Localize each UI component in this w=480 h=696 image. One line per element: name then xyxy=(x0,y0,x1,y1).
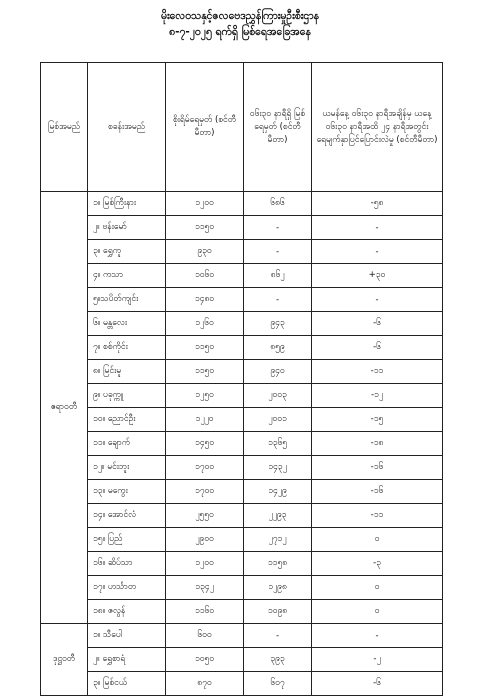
station-cell: ၁၃။ မကွေး xyxy=(88,480,166,504)
station-cell: ၉။ ပခုက္ကူ xyxy=(88,384,166,408)
station-cell: ၁၂။ မင်းဘူး xyxy=(88,456,166,480)
current-level-cell: ၂၀၀၃ xyxy=(244,384,312,408)
danger-level-cell: ၈၇၀ xyxy=(166,672,244,696)
table-row xyxy=(41,648,443,672)
danger-level-cell: ၁၁၅၀ xyxy=(166,360,244,384)
current-level-cell: - xyxy=(244,216,312,240)
danger-level-cell: ၉၃၀ xyxy=(166,240,244,264)
current-level-cell: ၉၄၀ xyxy=(244,360,312,384)
danger-level-cell: ၂၉၀၀ xyxy=(166,528,244,552)
station-cell: ၈။ မြင်းမူ xyxy=(88,360,166,384)
danger-level-cell: ၁၂၂၀ xyxy=(166,408,244,432)
danger-level-cell: ၁၃၄၂ xyxy=(166,576,244,600)
header-24h-change: ယမန်နေ့ ၀၆း၃၀ နာရီအချိန်မှ ယနေ့ ၀၆း၃၀ နာရီအထိ ၂၄ နာရီအတွင်း ရေမျက်နှာပြင်ပြောင်းလဲမှု (စင်တီမီတာ) xyxy=(312,63,443,192)
table-row xyxy=(41,216,443,240)
change-cell: - xyxy=(312,240,443,264)
danger-level-cell: ၆၀၀ xyxy=(166,624,244,648)
change-cell: ၀ xyxy=(312,600,443,624)
danger-level-cell: ၁၁၆၀ xyxy=(166,600,244,624)
header-station: စခန်းအမည် xyxy=(88,63,166,192)
station-cell: ၄။ ကသာ xyxy=(88,264,166,288)
river-name-cell: ဧရာဝတီ xyxy=(41,192,88,624)
station-cell: ၁၁။ ချောက် xyxy=(88,432,166,456)
station-cell: ၁၈။ ဇလွန် xyxy=(88,600,166,624)
station-cell: ၂။ ဗန်းမော် xyxy=(88,216,166,240)
table-row xyxy=(41,552,443,576)
current-level-cell: ၈၅၉ xyxy=(244,336,312,360)
station-cell: ၁၅။ ပြည် xyxy=(88,528,166,552)
table-row xyxy=(41,456,443,480)
current-level-cell: ၆၀၇ xyxy=(244,672,312,696)
current-level-cell: - xyxy=(244,288,312,312)
station-cell: ၆။ မန္တလေး xyxy=(88,312,166,336)
table-row xyxy=(41,312,443,336)
station-cell: ၃။ ရွှေကူ xyxy=(88,240,166,264)
change-cell: - xyxy=(312,216,443,240)
station-cell: ၁။ မြစ်ကြီးနား xyxy=(88,192,166,216)
table-row xyxy=(41,504,443,528)
danger-level-cell: ၁၄၅၀ xyxy=(166,432,244,456)
current-level-cell: ၃၉၃ xyxy=(244,648,312,672)
current-level-cell: ၂၀၀၁ xyxy=(244,408,312,432)
header-river: မြစ်အမည် xyxy=(41,63,88,192)
change-cell: -၁၁ xyxy=(312,504,443,528)
change-cell: -၆ xyxy=(312,336,443,360)
table-row xyxy=(41,624,443,648)
change-cell: -၁၆ xyxy=(312,480,443,504)
current-level-cell: ၁၂၉၈ xyxy=(244,576,312,600)
station-cell: ၇။ စစ်ကိုင်း xyxy=(88,336,166,360)
river-level-table xyxy=(40,62,443,696)
current-level-cell: ၁၃၆၅ xyxy=(244,432,312,456)
current-level-cell: ၉၄၃ xyxy=(244,312,312,336)
current-level-cell: ၂၂၉၃ xyxy=(244,504,312,528)
table-row xyxy=(41,672,443,696)
danger-level-cell: ၁၂၀၀ xyxy=(166,192,244,216)
danger-level-cell: ၁၇၀၀ xyxy=(166,480,244,504)
danger-level-cell: ၁၂၆၀ xyxy=(166,312,244,336)
table-row xyxy=(41,336,443,360)
danger-level-cell: ၁၄၈၀ xyxy=(166,288,244,312)
change-cell: -၁၂ xyxy=(312,384,443,408)
current-level-cell: ၈၆၂ xyxy=(244,264,312,288)
current-level-cell: ၁၀၉၈ xyxy=(244,600,312,624)
table-body xyxy=(41,192,443,696)
table-row xyxy=(41,240,443,264)
change-cell: -၃ xyxy=(312,552,443,576)
station-cell: ၁။ သီပေါ xyxy=(88,624,166,648)
station-cell: ၁၀။ ညောင်ဦး xyxy=(88,408,166,432)
table-row xyxy=(41,528,443,552)
current-level-cell: ၂၇၁၂ xyxy=(244,528,312,552)
current-level-cell: - xyxy=(244,624,312,648)
table-row xyxy=(41,480,443,504)
station-cell: ၂။ ရွှေစာရံ xyxy=(88,648,166,672)
change-cell: -၁၅ xyxy=(312,408,443,432)
danger-level-cell: ၁၀၅၀ xyxy=(166,648,244,672)
station-cell: ၅။သပိတ်ကျင်း xyxy=(88,288,166,312)
danger-level-cell: ၁၁၅၀ xyxy=(166,216,244,240)
change-cell: -၁၁ xyxy=(312,360,443,384)
station-cell: ၁၇။ ဟင်္သာတ xyxy=(88,576,166,600)
table-row xyxy=(41,192,443,216)
river-name-cell: ဒုဋ္ဌဝတီ xyxy=(41,624,88,696)
danger-level-cell: ၁၇၀၀ xyxy=(166,456,244,480)
header-current-level: ၀၆း၃၀ နာရီရှိ မြစ်ရေမှတ် (စင်တီမီတာ) xyxy=(244,63,312,192)
danger-level-cell: ၁၁၅၀ xyxy=(166,336,244,360)
current-level-cell: ၁၁၅၈ xyxy=(244,552,312,576)
current-level-cell: ၁၄၃၂ xyxy=(244,456,312,480)
current-level-cell: ၁၄၂၉ xyxy=(244,480,312,504)
change-cell: -၂ xyxy=(312,648,443,672)
change-cell: ၀ xyxy=(312,576,443,600)
change-cell: -၅၈ xyxy=(312,192,443,216)
station-cell: ၁၆။ ဆိပ်သာ xyxy=(88,552,166,576)
current-level-cell: - xyxy=(244,240,312,264)
change-cell: - xyxy=(312,624,443,648)
danger-level-cell: ၁၂၀၀ xyxy=(166,552,244,576)
change-cell: - xyxy=(312,288,443,312)
danger-level-cell: ၂၅၅၀ xyxy=(166,504,244,528)
change-cell: -၁၈ xyxy=(312,432,443,456)
change-cell: +၃၀ xyxy=(312,264,443,288)
danger-level-cell: ၁၀၆၀ xyxy=(166,264,244,288)
table-header-row xyxy=(41,63,443,192)
change-cell: -၆ xyxy=(312,672,443,696)
title-line-2: ၈-၇-၂၀၂၅ ရက်ရှိ မြစ်ရေအခြေအနေ xyxy=(169,26,311,38)
change-cell: ၀ xyxy=(312,528,443,552)
table-row xyxy=(41,288,443,312)
table-row xyxy=(41,384,443,408)
table-row xyxy=(41,408,443,432)
header-danger-level: စိုးရိမ်ရေမှတ် (စင်တီမီတာ) xyxy=(166,63,244,192)
station-cell: ၃။ မြစ်ငယ် xyxy=(88,672,166,696)
table-row xyxy=(41,600,443,624)
table-row xyxy=(41,360,443,384)
change-cell: -၁၆ xyxy=(312,456,443,480)
table-row xyxy=(41,576,443,600)
title-line-1: မိုးလေဝသနှင့်ဇလဗေဒညွှန်ကြားမှုဦးစီးဌာန xyxy=(160,10,319,22)
danger-level-cell: ၁၂၅၀ xyxy=(166,384,244,408)
table-row xyxy=(41,432,443,456)
current-level-cell: ၆၈၆ xyxy=(244,192,312,216)
change-cell: -၆ xyxy=(312,312,443,336)
table-row xyxy=(41,264,443,288)
station-cell: ၁၄။ အောင်လံ xyxy=(88,504,166,528)
